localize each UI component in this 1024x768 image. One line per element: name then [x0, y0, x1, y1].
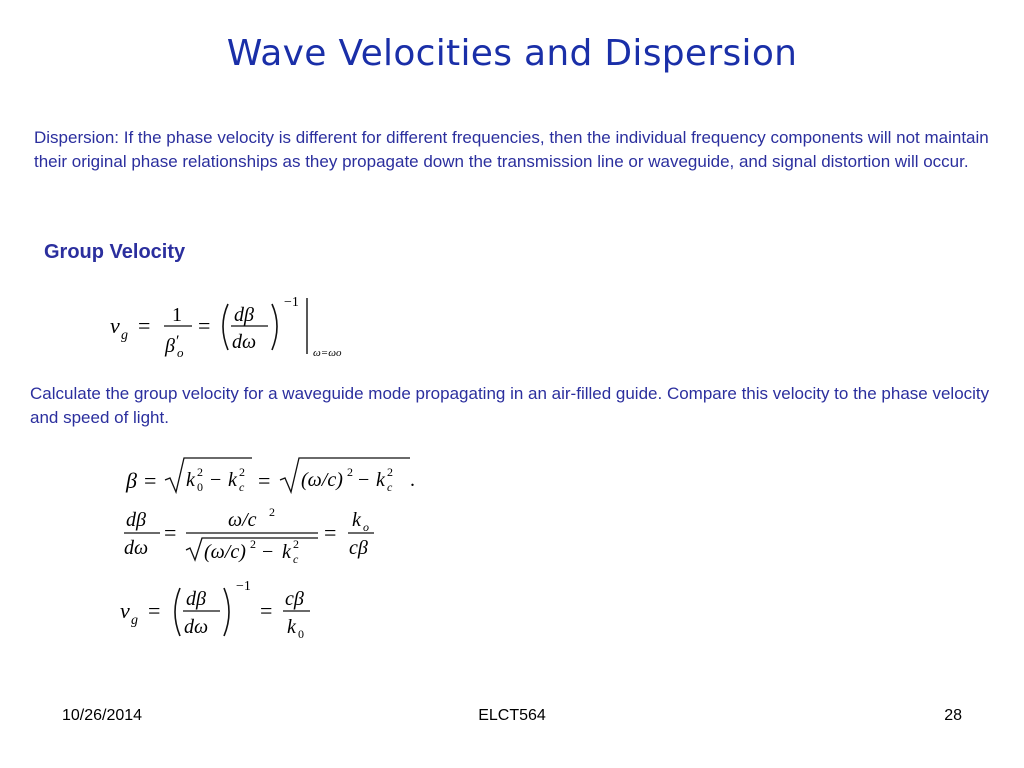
solution-line-3 — [120, 579, 310, 641]
eq1-omega-c-sup: 2 — [347, 465, 353, 479]
dispersion-paragraph: Dispersion: If the phase velocity is different for different frequencies, then the individual frequency components will not maintain their original phase relationships as they propagate down the transmission line or waveguide, and signal distortion will occur. — [34, 128, 989, 171]
eq-equals-2: = — [198, 313, 211, 338]
eq-beta-sub-o: o — [177, 345, 184, 360]
solution-line-2 — [124, 505, 374, 566]
eq3-left-paren — [175, 588, 180, 636]
eq-right-paren — [272, 304, 277, 350]
eq1-equals-1: = — [144, 468, 157, 493]
eq2-c-beta: cβ — [349, 537, 368, 559]
group-velocity-heading: Group Velocity — [44, 241, 186, 263]
eq2-ko-sub: o — [363, 520, 369, 534]
eq1-minus-2: − — [358, 469, 370, 491]
group-velocity-equation — [110, 290, 380, 370]
eq1-beta: β — [126, 468, 137, 493]
eq-v: v — [110, 313, 120, 338]
eq1-omega-c: (ω/c) — [301, 469, 343, 491]
eq-exponent: −1 — [284, 295, 299, 310]
eq-d-omega: dω — [232, 331, 257, 353]
eq2-kc: k — [282, 541, 291, 563]
eq1-kc2-sub: c — [387, 480, 393, 494]
eq-numerator-one: 1 — [172, 304, 182, 326]
eq1-k0-sup: 2 — [197, 465, 203, 479]
eq2-d-omega: dω — [124, 537, 149, 559]
eq1-kc-2: k — [376, 469, 385, 491]
eq-prime: ′ — [176, 333, 180, 350]
eq-left-paren — [223, 304, 228, 350]
eq2-numerator-sup: 2 — [269, 505, 275, 519]
eq2-ko: k — [352, 509, 361, 531]
eq1-minus-1: − — [210, 469, 222, 491]
eq1-kc-sub: c — [239, 480, 245, 494]
eq-d-beta: dβ — [234, 304, 254, 326]
footer-course: ELCT564 — [478, 707, 546, 724]
eq-v-sub-g: g — [121, 328, 128, 343]
eq3-v-sub-g: g — [131, 613, 138, 628]
eq2-d-beta: dβ — [126, 509, 146, 531]
eq-equals-1: = — [138, 313, 151, 338]
slide-title: Wave Velocities and Dispersion — [226, 33, 798, 74]
eq1-period: . — [410, 469, 415, 491]
eq1-kc2-sup: 2 — [387, 465, 393, 479]
eq3-equals-1: = — [148, 598, 161, 623]
eq-eval-at: ω=ωo — [313, 347, 342, 359]
footer-date: 10/26/2014 — [62, 707, 143, 724]
eq2-kc-sub: c — [293, 552, 299, 566]
eq2-kc-sup: 2 — [293, 537, 299, 551]
eq1-k0-sub: 0 — [197, 480, 203, 494]
eq2-numerator: ω/c — [228, 509, 257, 531]
eq3-equals-2: = — [260, 598, 273, 623]
eq3-right-paren — [224, 588, 229, 636]
eq1-kc: k — [228, 469, 237, 491]
eq2-equals-1: = — [164, 520, 177, 545]
eq2-equals-2: = — [324, 520, 337, 545]
eq3-k0-sub: 0 — [298, 627, 304, 641]
eq-beta: β — [165, 335, 175, 357]
solution-equations — [120, 450, 430, 650]
eq1-kc-sup: 2 — [239, 465, 245, 479]
eq1-k0: k — [186, 469, 195, 491]
eq3-c-beta: cβ — [285, 588, 304, 610]
eq2-omega-c: (ω/c) — [204, 541, 246, 563]
eq3-d-omega: dω — [184, 616, 209, 638]
eq3-k0: k — [287, 616, 296, 638]
eq3-v: v — [120, 598, 130, 623]
eq3-exponent: −1 — [236, 579, 251, 594]
eq2-minus: − — [262, 541, 274, 563]
eq1-equals-2: = — [258, 468, 271, 493]
footer-page-number: 28 — [944, 707, 962, 724]
eq2-omega-c-sup: 2 — [250, 537, 256, 551]
problem-paragraph: Calculate the group velocity for a waveguide mode propagating in an air-filled guide. Compare this velocity to the phase velocity and speed of light. — [30, 384, 990, 427]
solution-line-1 — [125, 458, 415, 494]
eq3-d-beta: dβ — [186, 588, 206, 610]
